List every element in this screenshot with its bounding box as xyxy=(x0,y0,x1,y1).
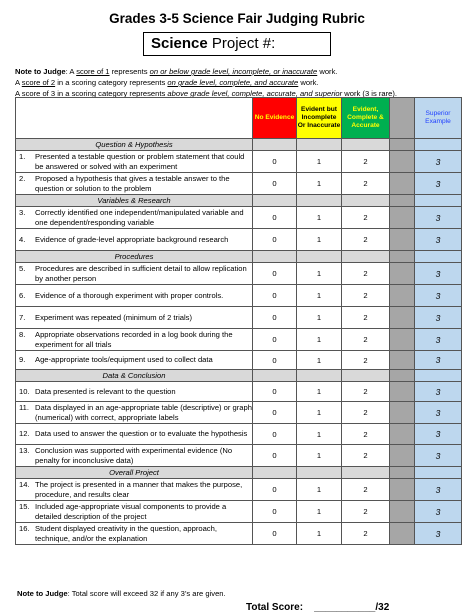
note-judge-label: Note to Judge xyxy=(15,67,66,76)
score-option-3[interactable]: 3 xyxy=(415,402,462,424)
criterion-text: Data presented is relevant to the question xyxy=(35,386,176,396)
score-option-1[interactable]: 1 xyxy=(297,263,342,285)
rubric-header-row xyxy=(16,98,462,139)
score-option-1[interactable]: 1 xyxy=(297,229,342,251)
section-title: Data & Conclusion xyxy=(16,370,253,382)
note-line-1 xyxy=(15,66,465,77)
criterion-cell xyxy=(16,151,253,173)
score-option-2[interactable]: 2 xyxy=(342,229,390,251)
note-score-3: score of 3 xyxy=(21,89,56,98)
criterion-number: 9. xyxy=(19,355,26,364)
criterion-cell xyxy=(16,207,253,229)
note-text: : A xyxy=(65,67,77,76)
criterion-cell xyxy=(16,285,253,307)
score-option-1[interactable]: 1 xyxy=(297,382,342,402)
gray-cell xyxy=(390,263,415,285)
score-option-1[interactable]: 1 xyxy=(297,151,342,173)
section-filler xyxy=(390,139,415,151)
gray-cell xyxy=(390,351,415,370)
score-option-0[interactable]: 0 xyxy=(253,173,297,195)
score-option-3[interactable]: 3 xyxy=(415,424,462,445)
score-option-0[interactable]: 0 xyxy=(253,382,297,402)
gray-cell xyxy=(390,382,415,402)
criterion-text: Procedures are described in sufficient detail to allow replication by another person xyxy=(35,263,247,283)
note-text: A xyxy=(15,89,22,98)
score-option-3[interactable]: 3 xyxy=(415,307,462,329)
note-text: work. xyxy=(317,67,338,76)
section-row xyxy=(16,139,462,151)
gray-cell xyxy=(390,445,415,467)
section-filler xyxy=(342,467,390,479)
section-title: Overall Project xyxy=(16,467,253,479)
page-title: Grades 3-5 Science Fair Judging Rubric xyxy=(109,11,365,26)
score-option-3[interactable]: 3 xyxy=(415,207,462,229)
score-option-2[interactable]: 2 xyxy=(342,445,390,467)
score-option-2[interactable]: 2 xyxy=(342,329,390,351)
section-title: Procedures xyxy=(16,251,253,263)
criterion-cell xyxy=(16,382,253,402)
rubric-row xyxy=(16,445,462,467)
criterion-text: Age-appropriate tools/equipment used to collect data xyxy=(35,355,213,364)
criterion-number: 7. xyxy=(19,312,26,322)
score-option-2[interactable]: 2 xyxy=(342,479,390,501)
score-option-1[interactable]: 1 xyxy=(297,307,342,329)
score-option-0[interactable]: 0 xyxy=(253,285,297,307)
note-score-3-desc: above grade level, complete, accurate, and superior xyxy=(167,89,343,98)
criterion-number: 1. xyxy=(19,151,26,161)
criterion-number: 12. xyxy=(19,429,30,438)
header-no-evidence: No Evidence xyxy=(253,98,297,139)
note-line-2 xyxy=(15,77,465,88)
rubric-row xyxy=(16,501,462,523)
gray-cell xyxy=(390,207,415,229)
gray-cell xyxy=(390,173,415,195)
section-filler xyxy=(253,251,297,263)
gray-cell xyxy=(390,151,415,173)
score-option-2[interactable]: 2 xyxy=(342,382,390,402)
note-text: work. xyxy=(298,78,319,87)
score-option-3[interactable]: 3 xyxy=(415,479,462,501)
score-option-3[interactable]: 3 xyxy=(415,445,462,467)
criterion-number: 11. xyxy=(19,402,29,412)
score-option-1[interactable]: 1 xyxy=(297,285,342,307)
score-option-0[interactable]: 0 xyxy=(253,229,297,251)
section-title: Variables & Research xyxy=(16,195,253,207)
gray-cell xyxy=(390,424,415,445)
score-option-3[interactable]: 3 xyxy=(415,523,462,545)
criterion-cell xyxy=(16,501,253,523)
score-option-1[interactable]: 1 xyxy=(297,329,342,351)
section-row xyxy=(16,195,462,207)
section-row xyxy=(16,370,462,382)
section-filler xyxy=(297,139,342,151)
criterion-number: 13. xyxy=(19,445,30,455)
criterion-cell xyxy=(16,445,253,467)
section-title: Question & Hypothesis xyxy=(16,139,253,151)
criterion-cell xyxy=(16,351,253,370)
criterion-cell xyxy=(16,173,253,195)
criterion-number: 10. xyxy=(19,386,30,396)
score-option-3[interactable]: 3 xyxy=(415,382,462,402)
criterion-number: 16. xyxy=(19,523,30,533)
score-option-2[interactable]: 2 xyxy=(342,151,390,173)
score-option-3[interactable]: 3 xyxy=(415,173,462,195)
rubric-row xyxy=(16,479,462,501)
gray-cell xyxy=(390,329,415,351)
section-filler xyxy=(390,251,415,263)
rubric-row xyxy=(16,402,462,424)
score-option-0[interactable]: 0 xyxy=(253,523,297,545)
score-option-2[interactable]: 2 xyxy=(342,207,390,229)
section-filler xyxy=(415,370,462,382)
section-filler xyxy=(342,251,390,263)
score-option-2[interactable]: 2 xyxy=(342,173,390,195)
score-option-0[interactable]: 0 xyxy=(253,402,297,424)
criterion-cell xyxy=(16,229,253,251)
total-score-label: Total Score: xyxy=(246,602,304,613)
criterion-number: 5. xyxy=(19,263,26,273)
score-option-0[interactable]: 0 xyxy=(253,445,297,467)
criterion-text: Experiment was repeated (minimum of 2 trials) xyxy=(35,312,192,322)
criterion-cell xyxy=(16,402,253,424)
section-filler xyxy=(342,195,390,207)
note-text: represents xyxy=(109,67,150,76)
note-score-2: score of 2 xyxy=(21,78,56,87)
section-row xyxy=(16,467,462,479)
project-label-bold: Science xyxy=(151,35,208,52)
criterion-text: Conclusion was supported with experimental evidence (No penalty for inconclusive data) xyxy=(35,445,233,465)
score-option-2[interactable]: 2 xyxy=(342,523,390,545)
score-option-3[interactable]: 3 xyxy=(415,285,462,307)
rubric-row xyxy=(16,351,462,370)
header-complete: Evident, Complete & Accurate xyxy=(342,98,390,139)
score-option-2[interactable]: 2 xyxy=(342,307,390,329)
note-score-2-desc: on grade level, complete, and accurate xyxy=(167,78,299,87)
score-option-2[interactable]: 2 xyxy=(342,263,390,285)
judge-notes xyxy=(15,66,465,99)
footer-note xyxy=(17,589,226,598)
score-option-0[interactable]: 0 xyxy=(253,501,297,523)
project-label: Project #: xyxy=(207,35,276,52)
score-option-3[interactable]: 3 xyxy=(415,151,462,173)
score-option-3[interactable]: 3 xyxy=(415,229,462,251)
criterion-text: Included age-appropriate visual components to provide a detailed description of the project xyxy=(35,501,227,521)
criterion-text: The project is presented in a manner that makes the purpose, procedure, and results clear xyxy=(35,479,243,499)
note-text: in a scoring category represents xyxy=(55,89,168,98)
criterion-number: 8. xyxy=(19,329,26,339)
header-blank xyxy=(16,98,253,139)
criterion-text: Data used to answer the question or to evaluate the hypothesis xyxy=(35,429,248,438)
criterion-cell xyxy=(16,307,253,329)
criterion-text: Appropriate observations recorded in a log book during the experiment for all trials xyxy=(35,329,233,349)
footer-note-label: Note to Judge xyxy=(17,589,68,598)
criterion-text: Presented a testable question or problem statement that could be answered or solved with an experiment xyxy=(35,151,245,171)
section-filler xyxy=(390,370,415,382)
rubric-row xyxy=(16,382,462,402)
score-option-2[interactable]: 2 xyxy=(342,501,390,523)
score-option-1[interactable]: 1 xyxy=(297,402,342,424)
score-option-0[interactable]: 0 xyxy=(253,424,297,445)
score-option-1[interactable]: 1 xyxy=(297,207,342,229)
criterion-text: Correctly identified one independent/manipulated variable and one dependent/responding variable xyxy=(35,207,244,227)
score-option-0[interactable]: 0 xyxy=(253,479,297,501)
criterion-cell xyxy=(16,329,253,351)
section-filler xyxy=(253,195,297,207)
score-option-3[interactable]: 3 xyxy=(415,263,462,285)
total-score-max: /32 xyxy=(375,602,390,613)
score-option-1[interactable]: 1 xyxy=(297,445,342,467)
criterion-text: Evidence of grade-level appropriate background research xyxy=(35,234,229,244)
footer-note-text: : Total score will exceed 32 if any 3’s are given. xyxy=(67,589,226,598)
section-filler xyxy=(390,467,415,479)
score-option-0[interactable]: 0 xyxy=(253,207,297,229)
score-option-2[interactable]: 2 xyxy=(342,424,390,445)
rubric-row xyxy=(16,173,462,195)
total-score-blank[interactable]: ___________ xyxy=(314,602,376,613)
gray-cell xyxy=(390,479,415,501)
header-gray xyxy=(390,98,415,139)
header-incomplete: Evident but Incomplete Or Inaccurate xyxy=(297,98,342,139)
note-text: in a scoring category represents xyxy=(55,78,168,87)
criterion-text: Student displayed creativity in the question, approach, technique, and/or the explanation xyxy=(35,523,217,543)
criterion-text: Evidence of a thorough experiment with proper controls. xyxy=(35,290,224,300)
section-filler xyxy=(297,370,342,382)
score-option-3[interactable]: 3 xyxy=(415,329,462,351)
section-filler xyxy=(253,370,297,382)
gray-cell xyxy=(390,229,415,251)
header-superior: Superior Example xyxy=(415,98,462,139)
score-option-1[interactable]: 1 xyxy=(297,173,342,195)
section-filler xyxy=(297,251,342,263)
gray-cell xyxy=(390,307,415,329)
criterion-cell xyxy=(16,424,253,445)
criterion-cell xyxy=(16,263,253,285)
note-score-1: score of 1 xyxy=(76,67,110,76)
total-score xyxy=(246,602,389,613)
score-option-0[interactable]: 0 xyxy=(253,151,297,173)
score-option-1[interactable]: 1 xyxy=(297,424,342,445)
score-option-2[interactable]: 2 xyxy=(342,285,390,307)
criterion-cell xyxy=(16,523,253,545)
criterion-number: 15. xyxy=(19,501,30,511)
project-number-box xyxy=(143,32,331,56)
score-option-1[interactable]: 1 xyxy=(297,523,342,545)
note-score-1-desc: on or below grade level, incomplete, or inaccurate xyxy=(149,67,318,76)
rubric-row xyxy=(16,229,462,251)
criterion-text: Data displayed in an age-appropriate table (descriptive) or graph (numerical) with correct, appropriate labels xyxy=(35,402,252,422)
criterion-number: 14. xyxy=(19,479,30,489)
rubric-row xyxy=(16,263,462,285)
score-option-1[interactable]: 1 xyxy=(297,351,342,370)
score-option-3[interactable]: 3 xyxy=(415,501,462,523)
section-filler xyxy=(253,139,297,151)
rubric-row xyxy=(16,307,462,329)
criterion-number: 4. xyxy=(19,234,26,244)
rubric-row xyxy=(16,285,462,307)
criterion-cell xyxy=(16,479,253,501)
score-option-0[interactable]: 0 xyxy=(253,329,297,351)
section-filler xyxy=(415,139,462,151)
score-option-3[interactable]: 3 xyxy=(415,351,462,370)
rubric-table xyxy=(15,97,462,545)
rubric-row xyxy=(16,424,462,445)
section-filler xyxy=(297,195,342,207)
gray-cell xyxy=(390,402,415,424)
score-option-0[interactable]: 0 xyxy=(253,307,297,329)
score-option-0[interactable]: 0 xyxy=(253,351,297,370)
score-option-2[interactable]: 2 xyxy=(342,351,390,370)
section-filler xyxy=(297,467,342,479)
gray-cell xyxy=(390,501,415,523)
section-filler xyxy=(415,467,462,479)
section-filler xyxy=(415,195,462,207)
note-text: A xyxy=(15,78,22,87)
gray-cell xyxy=(390,523,415,545)
score-option-0[interactable]: 0 xyxy=(253,263,297,285)
rubric-row xyxy=(16,523,462,545)
section-filler xyxy=(390,195,415,207)
criterion-number: 2. xyxy=(19,173,26,183)
criterion-number: 6. xyxy=(19,290,26,300)
criterion-number: 3. xyxy=(19,207,26,217)
section-filler xyxy=(415,251,462,263)
score-option-1[interactable]: 1 xyxy=(297,501,342,523)
section-filler xyxy=(342,139,390,151)
score-option-1[interactable]: 1 xyxy=(297,479,342,501)
note-text: work (3 is rare). xyxy=(342,89,398,98)
score-option-2[interactable]: 2 xyxy=(342,402,390,424)
gray-cell xyxy=(390,285,415,307)
criterion-text: Proposed a hypothesis that gives a testable answer to the question or solution to the problem xyxy=(35,173,230,193)
rubric-row xyxy=(16,329,462,351)
section-row xyxy=(16,251,462,263)
section-filler xyxy=(342,370,390,382)
rubric-row xyxy=(16,207,462,229)
section-filler xyxy=(253,467,297,479)
rubric-row xyxy=(16,151,462,173)
